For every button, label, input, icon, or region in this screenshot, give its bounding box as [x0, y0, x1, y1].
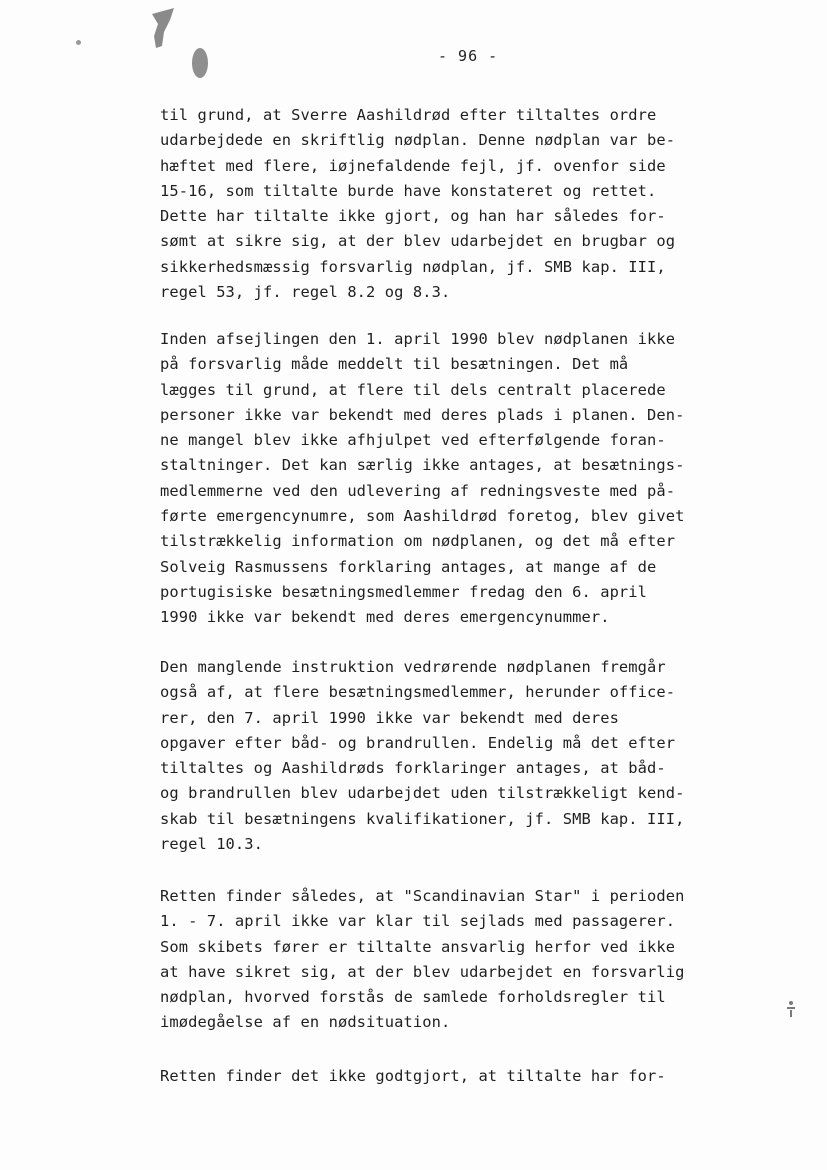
text-line: regel 53, jf. regel 8.2 og 8.3. [160, 283, 451, 302]
text-line: tiltaltes og Aashildrøds forklaringer antages, at båd- [160, 759, 666, 778]
text-line: skab til besætningens kvalifikationer, jf. SMB kap. III, [160, 809, 685, 828]
text-line: Retten finder således, at "Scandinavian Star" i perioden [160, 887, 685, 905]
text-line: også af, at flere besætningsmedlemmer, herunder office- [160, 683, 676, 702]
text-line: Retten finder det ikke godtgjort, at tiltalte har for- [160, 1067, 666, 1085]
text-line: til grund, at Sverre Aashildrød efter tiltaltes ordre [160, 106, 657, 124]
margin-mark-artifact [786, 1000, 796, 1018]
text-line: regel 10.3. [160, 835, 264, 854]
text-line: nødplan, hvorved forstås de samlede forholdsregler til [160, 988, 666, 1007]
paragraph-4 [160, 884, 750, 1036]
text-line: sikkerhedsmæssig forsvarlig nødplan, jf. SMB kap. III, [160, 257, 666, 276]
paragraph-1 [160, 103, 750, 305]
text-line: staltninger. Det kan særlig ikke antages, at besætnings- [160, 456, 685, 475]
text-line: på forsvarlig måde meddelt til besætningen. Det må [160, 355, 629, 374]
text-line: førte emergencynumre, som Aashildrød foretog, blev givet [160, 507, 685, 526]
paragraph-5 [160, 1064, 750, 1089]
text-line: udarbejdede en skriftlig nødplan. Denne nødplan var be- [160, 131, 676, 150]
scan-dot-artifact [76, 40, 81, 45]
text-line: 15-16, som tiltalte burde have konstateret og rettet. [160, 181, 657, 200]
text-line: Inden afsejlingen den 1. april 1990 blev nødplanen ikke [160, 330, 676, 348]
text-line: opgaver efter båd- og brandrullen. Endelig må det efter [160, 733, 676, 752]
text-line: Som skibets fører er tiltalte ansvarlig herfor ved ikke [160, 937, 676, 956]
text-line: portugisiske besætningsmedlemmer fredag den 6. april [160, 582, 648, 601]
text-line: tilstrækkelig information om nødplanen, og det må efter [160, 532, 676, 551]
text-line: medlemmerne ved den udlevering af redningsveste med på- [160, 481, 676, 500]
text-line: lægges til grund, at flere til dels centralt placerede [160, 380, 666, 399]
paragraph-3 [160, 655, 750, 857]
scan-blob-artifact [190, 46, 210, 80]
text-line: ne mangel blev ikke afhjulpet ved efterfølgende foran- [160, 431, 666, 450]
text-line: sømt at sikre sig, at der blev udarbejdet en brugbar og [160, 232, 676, 251]
text-line: 1. - 7. april ikke var klar til sejlads med passagerer. [160, 912, 676, 931]
text-line: personer ikke var bekendt med deres plads i planen. Den- [160, 405, 685, 424]
text-line: at have sikret sig, at der blev udarbejdet en forsvarlig [160, 962, 685, 981]
page-number: - 96 - [438, 47, 499, 65]
text-line: imødegåelse af en nødsituation. [160, 1013, 451, 1032]
text-line: Dette har tiltalte ikke gjort, og han har således for- [160, 207, 666, 226]
text-line: Den manglende instruktion vedrørende nødplanen fremgår [160, 658, 666, 676]
scan-mark-artifact [148, 6, 176, 50]
text-line: og brandrullen blev udarbejdet uden tilstrækkeligt kend- [160, 784, 685, 803]
text-line: Solveig Rasmussens forklaring antages, at mange af de [160, 557, 657, 576]
text-line: rer, den 7. april 1990 ikke var bekendt med deres [160, 708, 619, 727]
text-line: 1990 ikke var bekendt med deres emergencynummer. [160, 608, 610, 627]
text-line: hæftet med flere, iøjnefaldende fejl, jf. ovenfor side [160, 156, 666, 175]
paragraph-2 [160, 327, 750, 631]
